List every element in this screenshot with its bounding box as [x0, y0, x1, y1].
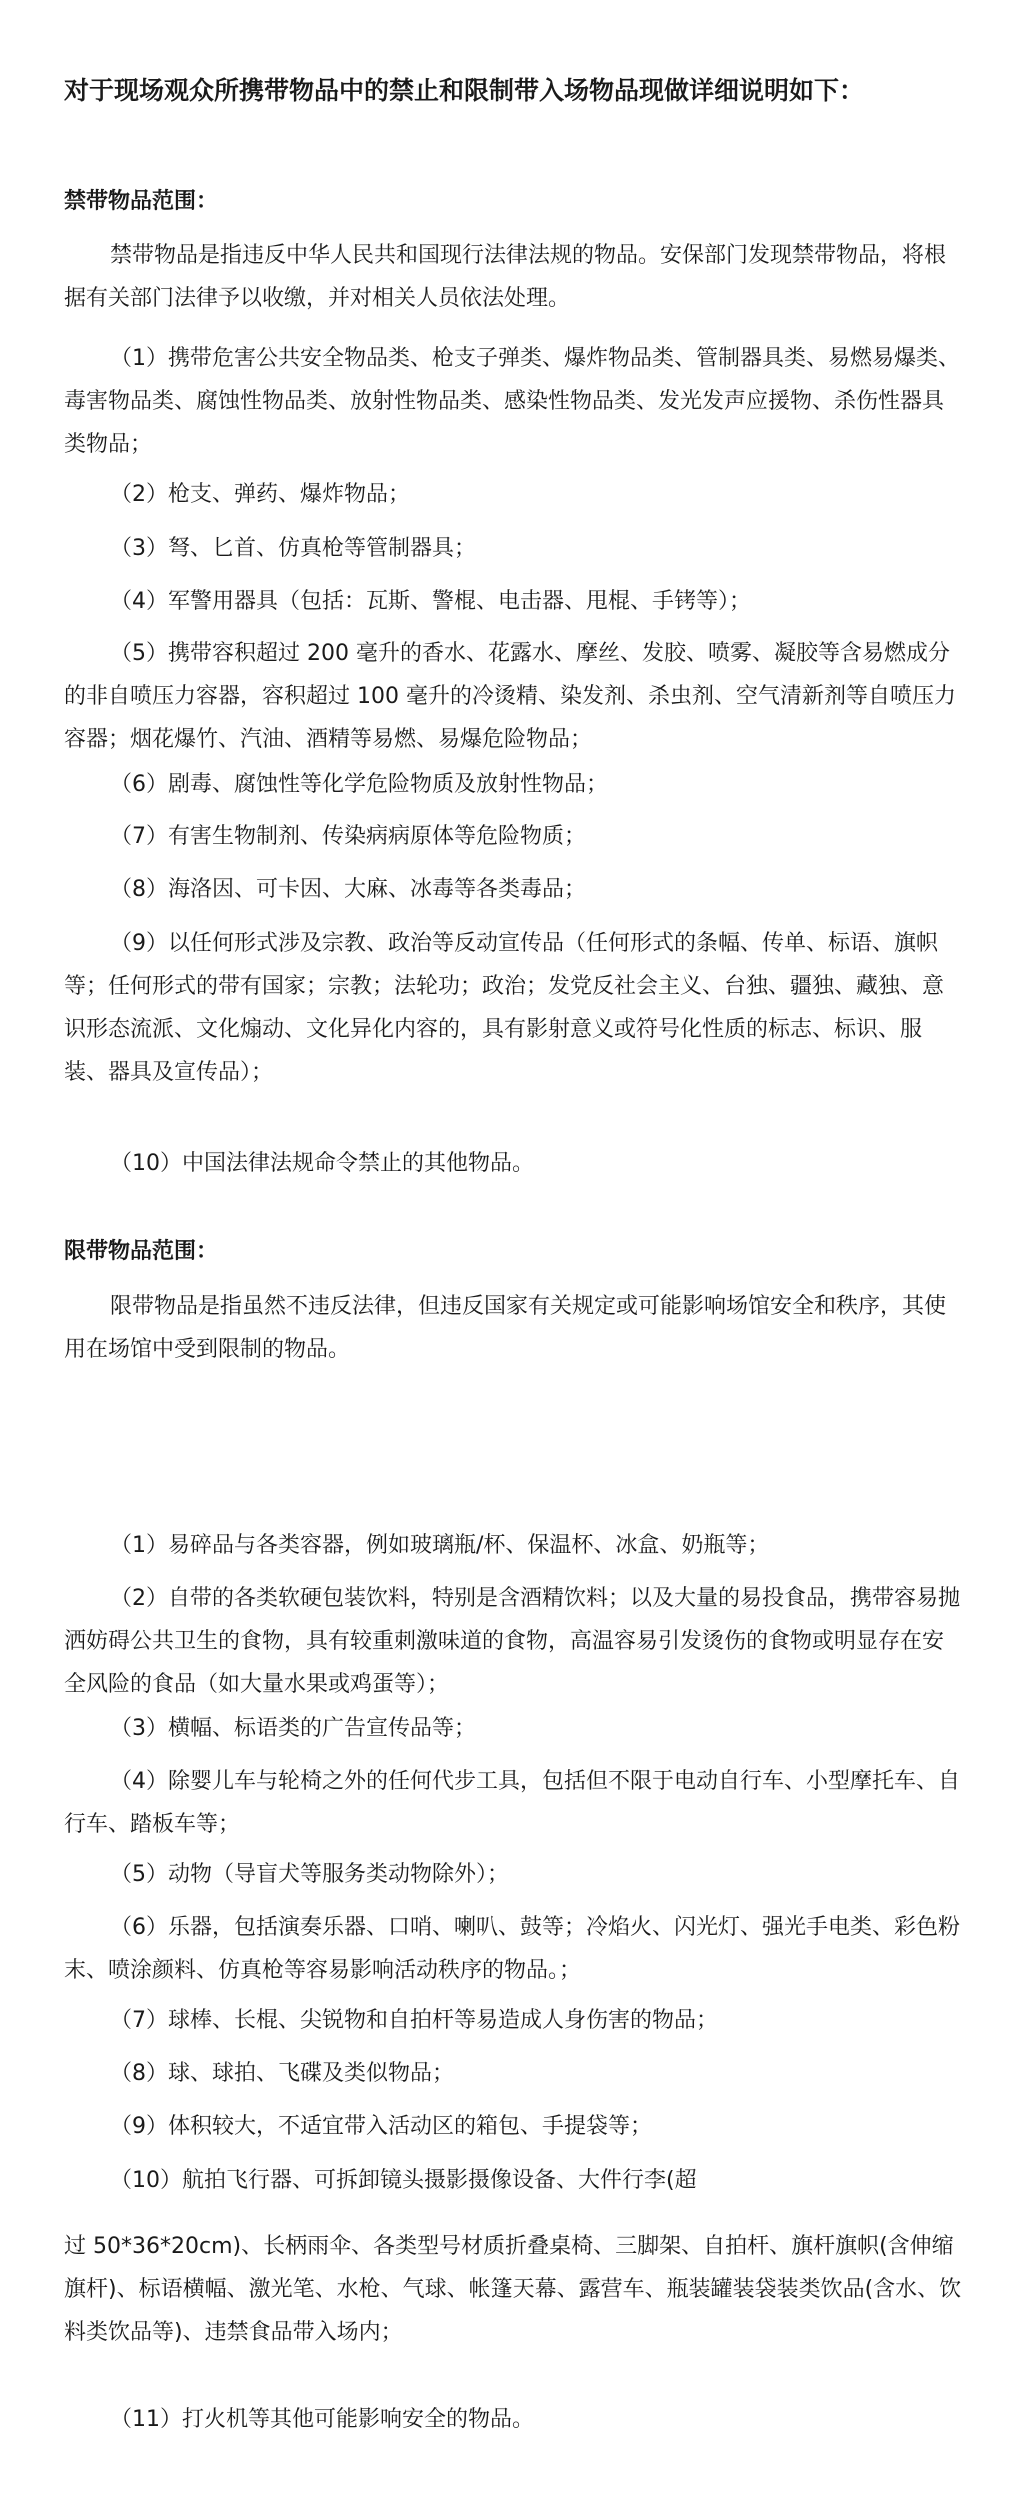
- restricted-item-8: （8）球、球拍、飞碟及类似物品；: [110, 2061, 454, 2086]
- prohibited-item-3: （3）弩、匕首、仿真枪等管制器具；: [110, 536, 476, 561]
- restricted-intro: 限带物品是指虽然不违反法律，但违反国家有关规定或可能影响场馆安全和秩序，其使用在场馆中受到限制的物品。: [64, 1294, 947, 1362]
- prohibited-item-8: （8）海洛因、可卡因、大麻、冰毒等各类毒品；: [110, 877, 586, 902]
- restricted-item-10: （10）航拍飞行器、可拆卸镜头摄影摄像设备、大件行李(超: [110, 2168, 697, 2193]
- prohibited-item-7: （7）有害生物制剂、传染病病原体等危险物质；: [110, 824, 586, 849]
- prohibited-item-9: （9）以任何形式涉及宗教、政治等反动宣传品（任何形式的条幅、传单、标语、旗帜等；任何形式的带有国家；宗教；法轮功；政治；发党反社会主义、台独、疆独、藏独、意识形态流派、文化煽动、文化异化内容的，具有影射意义或符号化性质的标志、标识、服装、器具及宣传品）；: [64, 931, 945, 1085]
- restricted-item-10-continued: 过 50*36*20cm)、长柄雨伞、各类型号材质折叠桌椅、三脚架、自拍杆、旗杆旗帜(含伸缩旗杆)、标语横幅、激光笔、水枪、气球、帐篷天幕、露营车、瓶装罐装袋装类饮品(含水、饮料类饮品等)、违禁食品带入场内；: [64, 2234, 962, 2345]
- restricted-item-9: （9）体积较大，不适宜带入活动区的箱包、手提袋等；: [110, 2114, 652, 2139]
- prohibited-item-6: （6）剧毒、腐蚀性等化学危险物质及放射性物品；: [110, 772, 608, 797]
- restricted-item-3: （3）横幅、标语类的广告宣传品等；: [110, 1716, 476, 1741]
- prohibited-item-10: （10）中国法律法规命令禁止的其他物品。: [110, 1151, 534, 1176]
- restricted-item-4: （4）除婴儿车与轮椅之外的任何代步工具，包括但不限于电动自行车、小型摩托车、自行车、踏板车等；: [64, 1769, 960, 1837]
- prohibited-heading: 禁带物品范围：: [64, 189, 219, 214]
- restricted-item-6: （6）乐器，包括演奏乐器、口哨、喇叭、鼓等；冷焰火、闪光灯、强光手电类、彩色粉末、喷涂颜料、仿真枪等容易影响活动秩序的物品。；: [64, 1915, 960, 1983]
- prohibited-item-1: （1）携带危害公共安全物品类、枪支子弹类、爆炸物品类、管制器具类、易燃易爆类、毒害物品类、腐蚀性物品类、放射性物品类、感染性物品类、发光发声应援物、杀伤性器具类物品；: [64, 346, 960, 457]
- prohibited-item-2: （2）枪支、弹药、爆炸物品；: [110, 482, 410, 507]
- restricted-item-2: （2）自带的各类软硬包装饮料，特别是含酒精饮料；以及大量的易投食品，携带容易抛洒妨碍公共卫生的食物，具有较重刺激味道的食物，高温容易引发烫伤的食物或明显存在安全风险的食品（如大量水果或鸡蛋等）；: [64, 1586, 960, 1697]
- document-title: 对于现场观众所携带物品中的禁止和限制带入场物品现做详细说明如下：: [64, 76, 865, 105]
- prohibited-intro: 禁带物品是指违反中华人民共和国现行法律法规的物品。安保部门发现禁带物品，将根据有关部门法律予以收缴，并对相关人员依法处理。: [64, 243, 947, 311]
- restricted-item-1: （1）易碎品与各类容器，例如玻璃瓶/杯、保温杯、冰盒、奶瓶等；: [110, 1533, 770, 1558]
- prohibited-item-4: （4）军警用器具（包括：瓦斯、警棍、电击器、甩棍、手铐等）；: [110, 589, 751, 614]
- restricted-item-11: （11）打火机等其他可能影响安全的物品。: [110, 2407, 534, 2432]
- restricted-item-7: （7）球棒、长棍、尖锐物和自拍杆等易造成人身伤害的物品；: [110, 2008, 718, 2033]
- restricted-item-5: （5）动物（导盲犬等服务类动物除外）；: [110, 1862, 509, 1887]
- prohibited-item-5: （5）携带容积超过 200 毫升的香水、花露水、摩丝、发胶、喷雾、凝胶等含易燃成分的非自喷压力容器，容积超过 100 毫升的冷烫精、染发剂、杀虫剂、空气清新剂等自喷压力容器；烟花爆竹、汽油、酒精等易燃、易爆危险物品；: [64, 641, 956, 752]
- restricted-heading: 限带物品范围：: [64, 1239, 219, 1264]
